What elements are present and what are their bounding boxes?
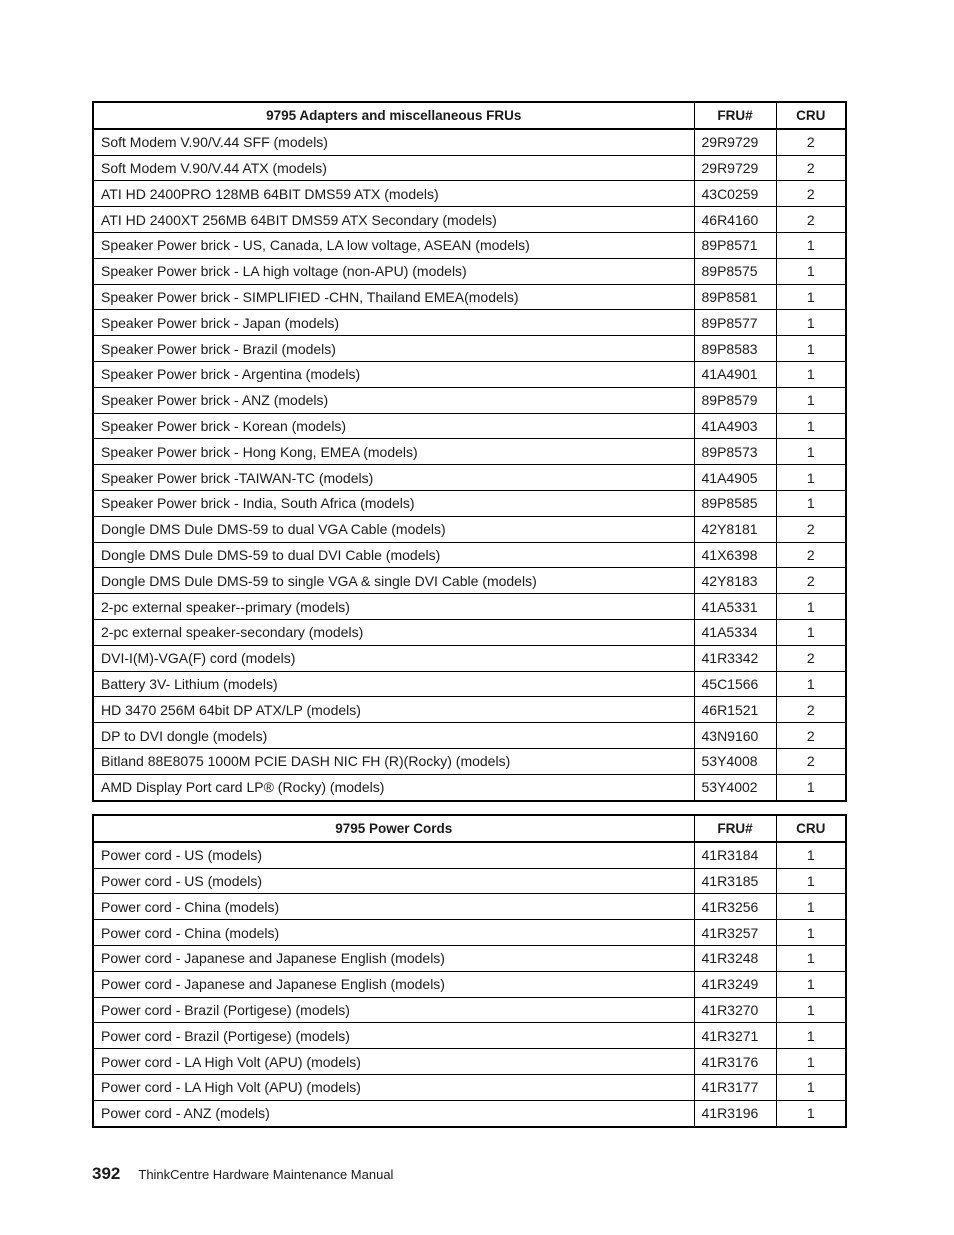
table-row [93, 894, 846, 920]
description-cell: Dongle DMS Dule DMS-59 to dual DVI Cable (models) [93, 542, 694, 568]
fru-number-cell: 41R3196 [694, 1100, 776, 1126]
cru-cell: 2 [776, 723, 846, 749]
fru-number-cell: 41R3257 [694, 920, 776, 946]
table-row [93, 387, 846, 413]
column-header-cru: CRU [776, 815, 846, 842]
cru-cell: 2 [776, 155, 846, 181]
description-cell: Power cord - Japanese and Japanese English (models) [93, 971, 694, 997]
description-cell: Dongle DMS Dule DMS-59 to dual VGA Cable (models) [93, 516, 694, 542]
fru-number-cell: 45C1566 [694, 671, 776, 697]
table-row [93, 645, 846, 671]
cru-cell: 1 [776, 971, 846, 997]
fru-number-cell: 89P8585 [694, 490, 776, 516]
description-cell: Soft Modem V.90/V.44 SFF (models) [93, 129, 694, 155]
fru-number-cell: 41A4901 [694, 361, 776, 387]
description-cell: Speaker Power brick - LA high voltage (non-APU) (models) [93, 258, 694, 284]
fru-number-cell: 41A5331 [694, 594, 776, 620]
column-header-fru: FRU# [694, 102, 776, 129]
cru-cell: 1 [776, 945, 846, 971]
table-row [93, 619, 846, 645]
table-row [93, 542, 846, 568]
cru-cell: 2 [776, 207, 846, 233]
fru-number-cell: 41R3249 [694, 971, 776, 997]
table-header-row [93, 815, 846, 842]
fru-number-cell: 89P8577 [694, 310, 776, 336]
fru-number-cell: 53Y4008 [694, 748, 776, 774]
description-cell: Power cord - LA High Volt (APU) (models) [93, 1074, 694, 1100]
cru-cell: 1 [776, 842, 846, 868]
description-cell: Speaker Power brick - Japan (models) [93, 310, 694, 336]
table-row [93, 945, 846, 971]
fru-number-cell: 41R3184 [694, 842, 776, 868]
table-row [93, 1023, 846, 1049]
fru-number-cell: 41A5334 [694, 619, 776, 645]
fru-number-cell: 46R1521 [694, 697, 776, 723]
fru-number-cell: 41A4903 [694, 413, 776, 439]
table-row [93, 129, 846, 155]
fru-number-cell: 41R3271 [694, 1023, 776, 1049]
cru-cell: 1 [776, 258, 846, 284]
description-cell: Dongle DMS Dule DMS-59 to single VGA & single DVI Cable (models) [93, 568, 694, 594]
fru-number-cell: 42Y8183 [694, 568, 776, 594]
fru-number-cell: 89P8573 [694, 439, 776, 465]
fru-number-cell: 41R3342 [694, 645, 776, 671]
cru-cell: 2 [776, 645, 846, 671]
power-cords-fru-table [92, 814, 847, 1128]
fru-number-cell: 29R9729 [694, 129, 776, 155]
description-cell: Speaker Power brick - Hong Kong, EMEA (models) [93, 439, 694, 465]
table-row [93, 774, 846, 800]
fru-number-cell: 43C0259 [694, 181, 776, 207]
table-row [93, 516, 846, 542]
description-cell: 2-pc external speaker--primary (models) [93, 594, 694, 620]
cru-cell: 1 [776, 439, 846, 465]
cru-cell: 2 [776, 568, 846, 594]
table-row [93, 181, 846, 207]
page-footer [92, 1164, 393, 1184]
description-cell: Power cord - ANZ (models) [93, 1100, 694, 1126]
table-row [93, 723, 846, 749]
cru-cell: 1 [776, 1100, 846, 1126]
fru-number-cell: 41R3177 [694, 1074, 776, 1100]
description-cell: ATI HD 2400XT 256MB 64BIT DMS59 ATX Secondary (models) [93, 207, 694, 233]
table-row [93, 258, 846, 284]
cru-cell: 2 [776, 181, 846, 207]
fru-number-cell: 41R3185 [694, 868, 776, 894]
adapters-misc-fru-table [92, 101, 847, 802]
fru-number-cell: 89P8583 [694, 336, 776, 362]
table-row [93, 413, 846, 439]
manual-title: ThinkCentre Hardware Maintenance Manual [138, 1167, 394, 1182]
table-row [93, 310, 846, 336]
page-number: 392 [92, 1164, 121, 1183]
fru-number-cell: 42Y8181 [694, 516, 776, 542]
description-cell: ATI HD 2400PRO 128MB 64BIT DMS59 ATX (models) [93, 181, 694, 207]
table-row [93, 568, 846, 594]
table-row [93, 336, 846, 362]
fru-number-cell: 41R3270 [694, 997, 776, 1023]
description-cell: Speaker Power brick - Brazil (models) [93, 336, 694, 362]
cru-cell: 2 [776, 697, 846, 723]
description-cell: Power cord - US (models) [93, 868, 694, 894]
description-cell: Speaker Power brick - ANZ (models) [93, 387, 694, 413]
fru-number-cell: 53Y4002 [694, 774, 776, 800]
column-header-description: 9795 Adapters and miscellaneous FRUs [93, 102, 694, 129]
column-header-fru: FRU# [694, 815, 776, 842]
description-cell: Power cord - US (models) [93, 842, 694, 868]
cru-cell: 1 [776, 1023, 846, 1049]
description-cell: Speaker Power brick - SIMPLIFIED -CHN, Thailand EMEA(models) [93, 284, 694, 310]
cru-cell: 1 [776, 387, 846, 413]
fru-number-cell: 89P8575 [694, 258, 776, 284]
table-row [93, 697, 846, 723]
description-cell: Power cord - Brazil (Portigese) (models) [93, 1023, 694, 1049]
table-row [93, 868, 846, 894]
table-row [93, 920, 846, 946]
description-cell: Speaker Power brick - Korean (models) [93, 413, 694, 439]
table-row [93, 207, 846, 233]
cru-cell: 2 [776, 129, 846, 155]
table-row [93, 1074, 846, 1100]
fru-number-cell: 29R9729 [694, 155, 776, 181]
table-row [93, 1049, 846, 1075]
fru-number-cell: 41R3176 [694, 1049, 776, 1075]
fru-number-cell: 89P8571 [694, 232, 776, 258]
table-row [93, 671, 846, 697]
cru-cell: 1 [776, 465, 846, 491]
table-row [93, 465, 846, 491]
cru-cell: 1 [776, 920, 846, 946]
table-row [93, 490, 846, 516]
table-row [93, 361, 846, 387]
cru-cell: 1 [776, 1074, 846, 1100]
cru-cell: 1 [776, 1049, 846, 1075]
description-cell: Speaker Power brick - Argentina (models) [93, 361, 694, 387]
description-cell: Power cord - Japanese and Japanese English (models) [93, 945, 694, 971]
description-cell: AMD Display Port card LP® (Rocky) (models) [93, 774, 694, 800]
description-cell: DP to DVI dongle (models) [93, 723, 694, 749]
cru-cell: 2 [776, 516, 846, 542]
fru-number-cell: 41R3256 [694, 894, 776, 920]
cru-cell: 1 [776, 997, 846, 1023]
cru-cell: 1 [776, 361, 846, 387]
cru-cell: 1 [776, 310, 846, 336]
fru-number-cell: 41X6398 [694, 542, 776, 568]
table-row [93, 1100, 846, 1126]
cru-cell: 1 [776, 232, 846, 258]
description-cell: Power cord - China (models) [93, 894, 694, 920]
description-cell: DVI-I(M)-VGA(F) cord (models) [93, 645, 694, 671]
description-cell: Power cord - Brazil (Portigese) (models) [93, 997, 694, 1023]
column-header-description: 9795 Power Cords [93, 815, 694, 842]
fru-number-cell: 46R4160 [694, 207, 776, 233]
table-row [93, 971, 846, 997]
description-cell: HD 3470 256M 64bit DP ATX/LP (models) [93, 697, 694, 723]
cru-cell: 1 [776, 894, 846, 920]
table-row [93, 997, 846, 1023]
cru-cell: 1 [776, 284, 846, 310]
table-row [93, 232, 846, 258]
table-row [93, 439, 846, 465]
fru-number-cell: 89P8579 [694, 387, 776, 413]
description-cell: Speaker Power brick - India, South Africa (models) [93, 490, 694, 516]
cru-cell: 1 [776, 594, 846, 620]
fru-number-cell: 41R3248 [694, 945, 776, 971]
fru-number-cell: 89P8581 [694, 284, 776, 310]
column-header-cru: CRU [776, 102, 846, 129]
table-row [93, 284, 846, 310]
cru-cell: 2 [776, 748, 846, 774]
fru-number-cell: 43N9160 [694, 723, 776, 749]
table-row [93, 748, 846, 774]
description-cell: Bitland 88E8075 1000M PCIE DASH NIC FH (R)(Rocky) (models) [93, 748, 694, 774]
cru-cell: 1 [776, 671, 846, 697]
cru-cell: 1 [776, 619, 846, 645]
description-cell: Speaker Power brick - US, Canada, LA low voltage, ASEAN (models) [93, 232, 694, 258]
cru-cell: 1 [776, 774, 846, 800]
description-cell: Soft Modem V.90/V.44 ATX (models) [93, 155, 694, 181]
description-cell: Speaker Power brick -TAIWAN-TC (models) [93, 465, 694, 491]
cru-cell: 1 [776, 413, 846, 439]
description-cell: Power cord - LA High Volt (APU) (models) [93, 1049, 694, 1075]
description-cell: Power cord - China (models) [93, 920, 694, 946]
cru-cell: 1 [776, 336, 846, 362]
table-row [93, 842, 846, 868]
table-row [93, 594, 846, 620]
cru-cell: 1 [776, 868, 846, 894]
fru-number-cell: 41A4905 [694, 465, 776, 491]
description-cell: 2-pc external speaker-secondary (models) [93, 619, 694, 645]
table-row [93, 155, 846, 181]
table-header-row [93, 102, 846, 129]
cru-cell: 1 [776, 490, 846, 516]
description-cell: Battery 3V- Lithium (models) [93, 671, 694, 697]
cru-cell: 2 [776, 542, 846, 568]
